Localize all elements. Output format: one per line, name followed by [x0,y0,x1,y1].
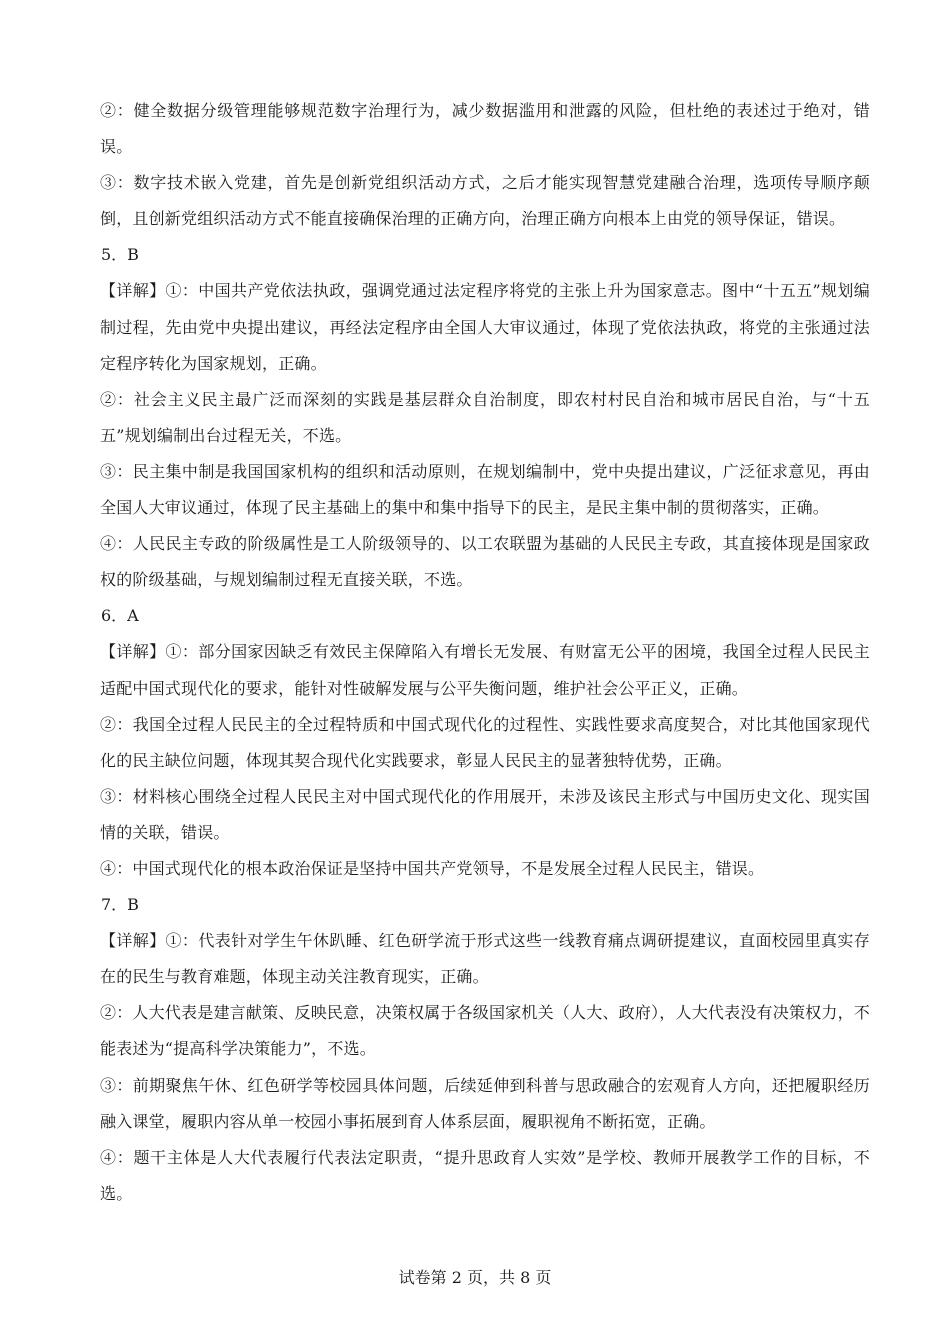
explanation-paragraph: 【详解】①：中国共产党依法执政，强调党通过法定程序将党的主张上升为国家意志。图中“十五五”规划编制过程，先由党中央提出建议，再经法定程序由全国人大审议通过，体现了党依法执政，将党的主张通过法定程序转化为国家规划，正确。 [100,281,870,373]
explanation-paragraph: 【详解】①：代表针对学生午休趴睡、红色研学流于形式这些一线教育痛点调研提建议，直面校园里真实存在的民生与教育难题，体现主动关注教育现实，正确。 [100,931,870,987]
explanation-paragraph: ④：中国式现代化的根本政治保证是坚持中国共产党领导，不是发展全过程人民民主，错误。 [100,858,765,878]
explanation-paragraph: ②：人大代表是建言献策、反映民意，决策权属于各级国家机关（人大、政府），人大代表没有决策权力，不能表述为“提高科学决策能力”，不选。 [100,1003,870,1059]
explanation-paragraph: ②：社会主义民主最广泛而深刻的实践是基层群众自治制度，即农村村民自治和城市居民自治，与“十五五”规划编制出台过程无关，不选。 [100,389,870,445]
answer-key-6: 6．A [101,606,139,626]
explanation-paragraph: ④：人民民主专政的阶级属性是工人阶级领导的、以工农联盟为基础的人民民主专政，其直接体现是国家政权的阶级基础，与规划编制过程无直接关联，不选。 [100,534,870,590]
answer-key-5: 5．B [101,245,139,265]
page-number-footer: 试卷第 2 页，共 8 页 [398,1268,552,1287]
explanation-paragraph: ③：数字技术嵌入党建，首先是创新党组织活动方式，之后才能实现智慧党建融合治理，选项传导顺序颠倒，且创新党组织活动方式不能直接确保治理的正确方向，治理正确方向根本上由党的领导保证，错误。 [100,173,870,229]
explanation-paragraph: ④：题干主体是人大代表履行代表法定职责，“提升思政育人实效”是学校、教师开展教学工作的目标，不选。 [100,1147,870,1203]
answer-explanations [100,93,870,1212]
explanation-paragraph: 【详解】①：部分国家因缺乏有效民主保障陷入有增长无发展、有财富无公平的困境，我国全过程人民民主适配中国式现代化的要求，能针对性破解发展与公平失衡问题，维护社会公平正义，正确。 [100,642,870,698]
answer-key-7: 7．B [101,895,139,915]
explanation-paragraph: ②：我国全过程人民民主的全过程特质和中国式现代化的过程性、实践性要求高度契合，对比其他国家现代化的民主缺位问题，体现其契合现代化实践要求，彰显人民民主的显著独特优势，正确。 [100,714,870,770]
explanation-paragraph: ③：材料核心围绕全过程人民民主对中国式现代化的作用展开，未涉及该民主形式与中国历史文化、现实国情的关联，错误。 [100,786,870,842]
explanation-paragraph: ②：健全数据分级管理能够规范数字治理行为，减少数据滥用和泄露的风险，但杜绝的表述过于绝对，错误。 [100,101,870,157]
explanation-paragraph: ③：民主集中制是我国国家机构的组织和活动原则，在规划编制中，党中央提出建议，广泛征求意见，再由全国人大审议通过，体现了民主基础上的集中和集中指导下的民主，是民主集中制的贯彻落实，正确。 [100,461,870,518]
explanation-paragraph: ③：前期聚焦午休、红色研学等校园具体问题，后续延伸到科普与思政融合的宏观育人方向，还把履职经历融入课堂，履职内容从单一校园小事拓展到育人体系层面，履职视角不断拓宽，正确。 [100,1075,870,1131]
